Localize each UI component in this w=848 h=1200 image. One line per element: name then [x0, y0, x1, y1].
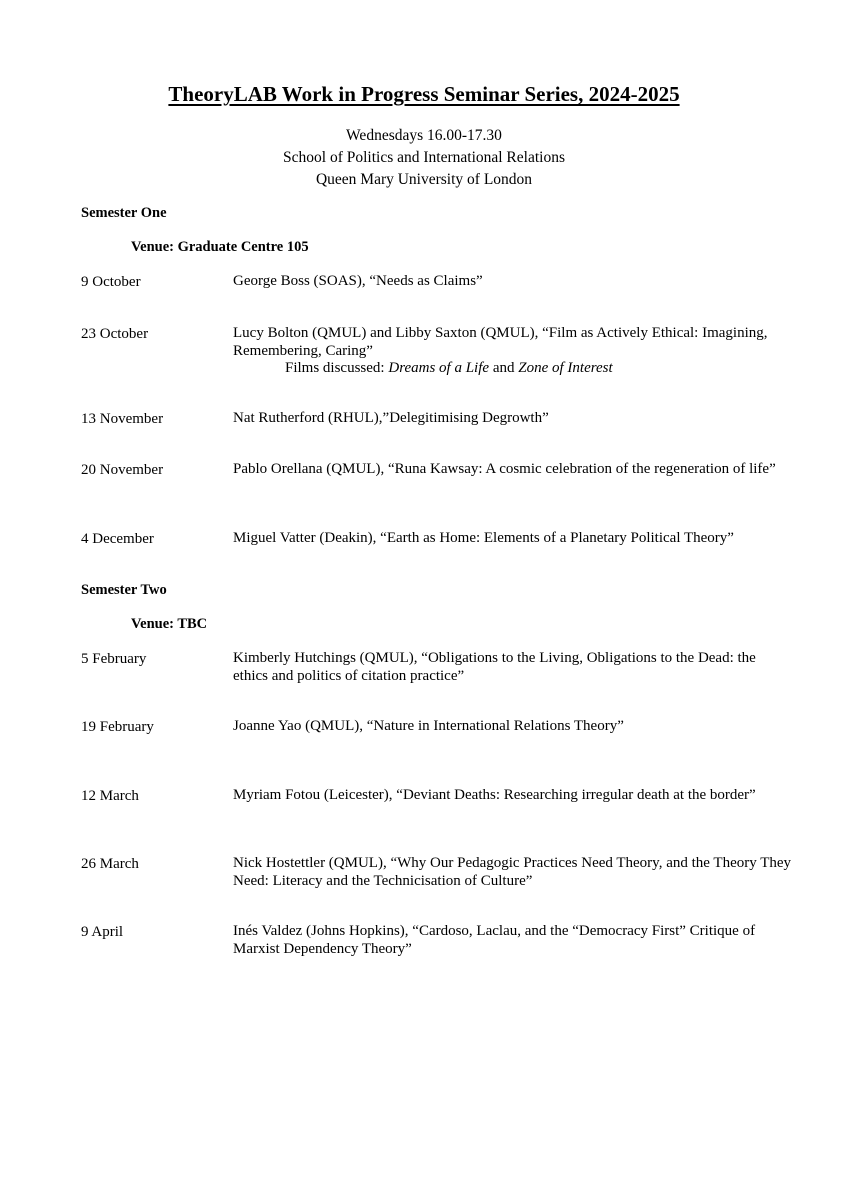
session-date: 9 October [81, 274, 141, 290]
films-discussed [233, 360, 793, 378]
schedule-time: Wednesdays 16.00-17.30 [346, 127, 502, 144]
session-date: 5 February [81, 651, 147, 667]
session-date: 13 November [81, 411, 164, 427]
session-event: Joanne Yao (QMUL), “Nature in International Relations Theory” [233, 718, 624, 734]
semester-two-heading: Semester Two [81, 582, 167, 598]
page-title: TheoryLAB Work in Progress Seminar Series, 2024-2025 [168, 82, 680, 106]
film-title: Zone of Interest [518, 360, 613, 376]
session-event-block [233, 325, 793, 378]
session-event: Inés Valdez (Johns Hopkins), “Cardoso, Laclau, and the “Democracy First” Critique of Marxist Dependency Theory” [233, 923, 756, 957]
film-title: Dreams of a Life [388, 360, 490, 376]
films-prefix: Films discussed: [285, 360, 389, 376]
session-event: Myriam Fotou (Leicester), “Deviant Deaths: Researching irregular death at the border” [233, 787, 756, 803]
session-date: 26 March [81, 856, 139, 872]
session-date: 20 November [81, 462, 164, 478]
session-event: Miguel Vatter (Deakin), “Earth as Home: Elements of a Planetary Political Theory” [233, 530, 734, 546]
session-date: 9 April [81, 924, 124, 940]
semester-two-venue: Venue: TBC [131, 616, 208, 632]
school-name: School of Politics and International Relations [283, 149, 565, 166]
semester-one-heading: Semester One [81, 205, 167, 221]
university-name: Queen Mary University of London [315, 171, 533, 188]
session-date: 23 October [81, 326, 149, 342]
session-event: Lucy Bolton (QMUL) and Libby Saxton (QMUL), “Film as Actively Ethical: Imagining, Remembering, Caring” [233, 325, 768, 359]
session-event: George Boss (SOAS), “Needs as Claims” [233, 273, 483, 289]
films-joiner: and [489, 360, 519, 376]
session-event: Pablo Orellana (QMUL), “Runa Kawsay: A cosmic celebration of the regeneration of life” [233, 461, 776, 477]
semester-one-venue: Venue: Graduate Centre 105 [131, 239, 309, 255]
session-event: Nick Hostettler (QMUL), “Why Our Pedagogic Practices Need Theory, and the Theory They Need: Literacy and the Technicisation of Culture” [233, 855, 792, 889]
session-date: 12 March [81, 788, 139, 804]
session-event: Nat Rutherford (RHUL),”Delegitimising Degrowth” [233, 410, 549, 426]
session-event: Kimberly Hutchings (QMUL), “Obligations to the Living, Obligations to the Dead: the ethics and politics of citation practice” [233, 650, 756, 684]
session-date: 19 February [81, 719, 154, 735]
session-date: 4 December [81, 531, 154, 547]
